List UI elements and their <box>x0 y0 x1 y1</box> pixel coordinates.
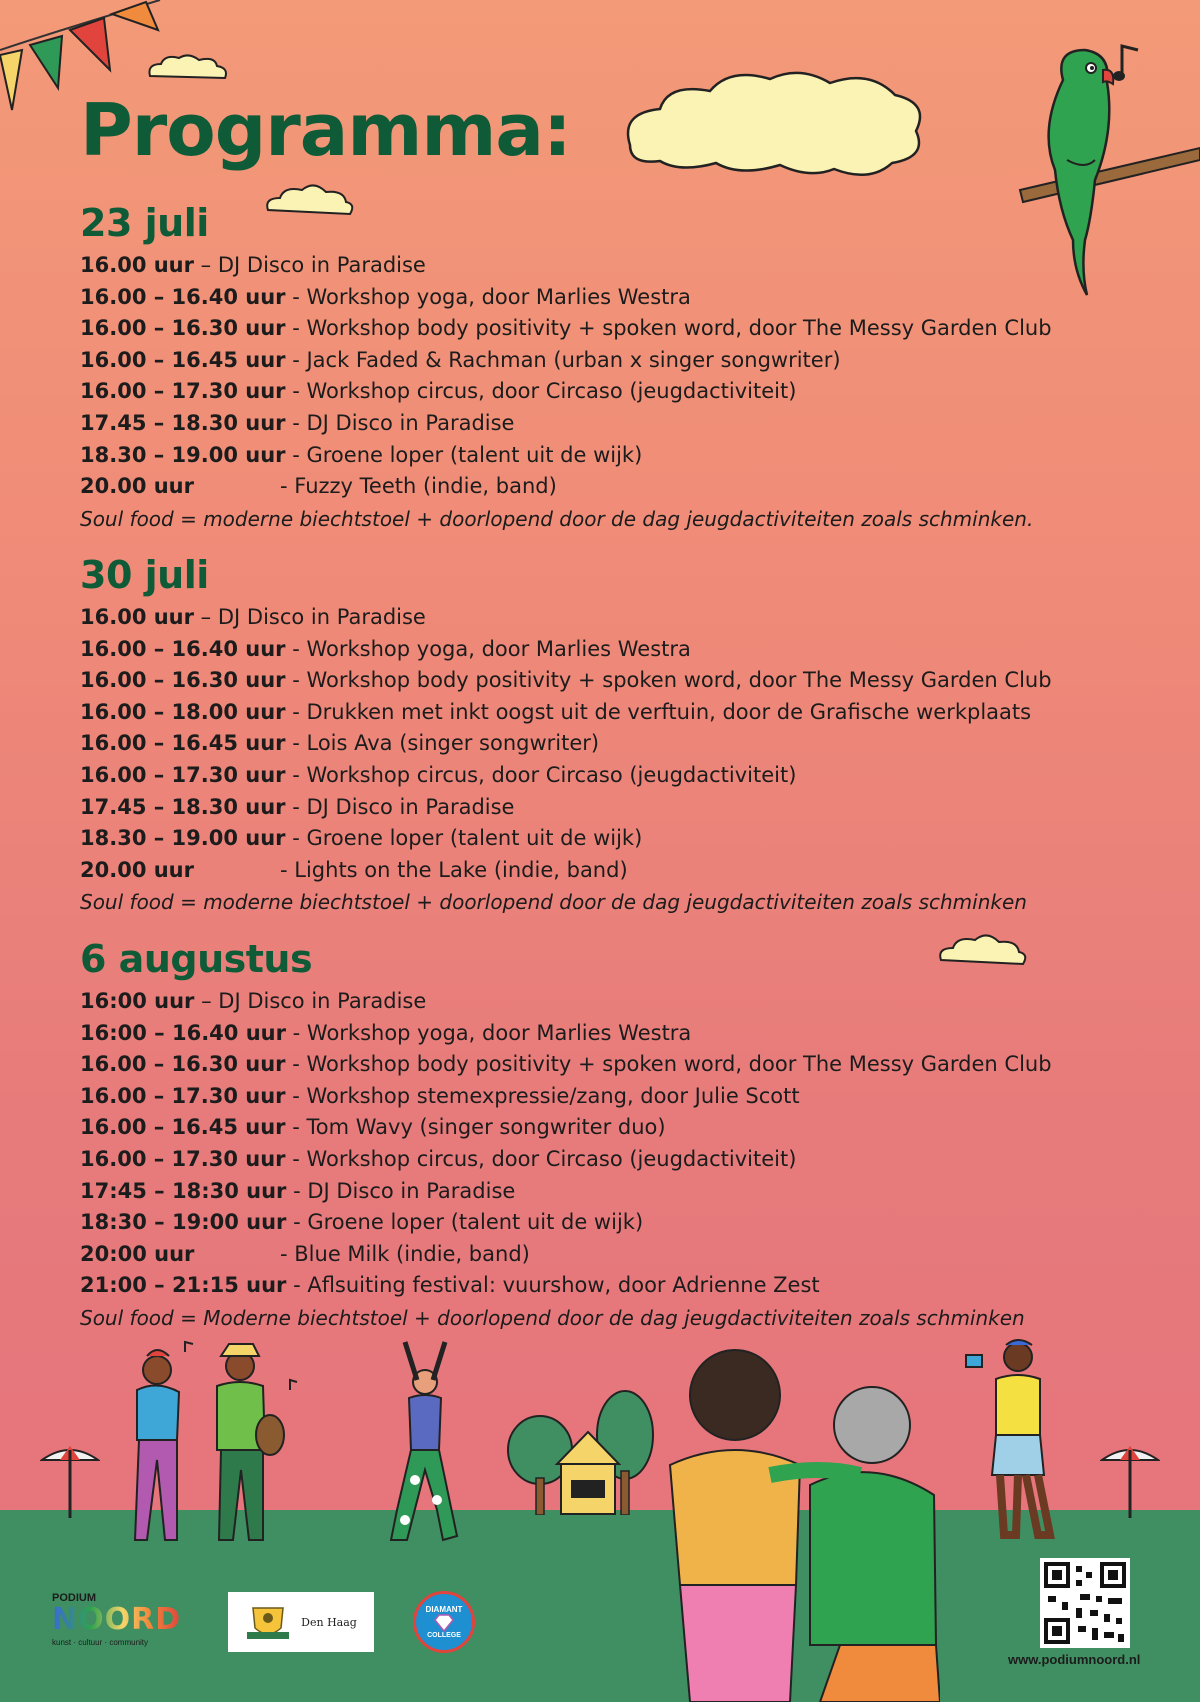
soul-food-note: Soul food = moderne biechtstoel + doorlopend door de dag jeugdactiviteiten zoals schminken <box>80 890 1027 915</box>
schedule-separator: - <box>286 1273 308 1298</box>
website-url[interactable]: www.podiumnoord.nl <box>1008 1652 1141 1667</box>
schedule-row <box>80 1270 1140 1302</box>
day-section <box>80 936 1140 1334</box>
soul-food-note: Soul food = Moderne biechtstoel + doorlopend door de dag jeugdactiviteiten zoals schminken <box>80 1305 1025 1330</box>
schedule-separator: - <box>286 1210 308 1235</box>
schedule-separator: - <box>285 410 307 435</box>
qr-code-icon[interactable] <box>1040 1558 1130 1648</box>
schedule-activity: Workshop yoga, door Marlies Westra <box>306 636 691 661</box>
schedule-time: 16.00 uur <box>80 253 194 277</box>
schedule-time: 16:00 – 16.40 uur <box>80 1020 286 1045</box>
schedule-separator: - <box>285 1020 307 1045</box>
day-heading: 6 augustus <box>80 937 313 981</box>
schedule-time: 16.00 – 16.40 uur <box>80 636 286 661</box>
schedule-separator: - <box>285 316 307 341</box>
schedule-activity: Workshop body positivity + spoken word, door The Messy Garden Club <box>306 316 1052 341</box>
schedule-activity: Fuzzy Teeth (indie, band) <box>294 474 557 499</box>
schedule-time: 16.00 – 17.30 uur <box>80 379 286 404</box>
schedule-row <box>80 1049 1140 1081</box>
schedule-activity: Lights on the Lake (indie, band) <box>294 857 628 882</box>
schedule-separator: – <box>194 253 218 277</box>
schedule-activity: Groene loper (talent uit de wijk) <box>306 826 643 851</box>
tent-icon <box>553 1430 623 1515</box>
schedule-time: 20:00 uur <box>80 1241 195 1266</box>
schedule-separator: - <box>285 636 307 661</box>
schedule-row <box>80 855 1140 887</box>
schedule-time: 16.00 – 16.30 uur <box>80 316 286 341</box>
schedule-separator: - <box>285 1146 307 1171</box>
schedule-row <box>80 634 1140 666</box>
soul-food-note: Soul food = moderne biechtstoel + doorlopend door de dag jeugdactiviteiten zoals schminken. <box>80 506 1034 531</box>
schedule-activity: Workshop body positivity + spoken word, door The Messy Garden Club <box>306 668 1052 693</box>
schedule-time: 18.30 – 19.00 uur <box>80 826 286 851</box>
schedule-time: 18.30 – 19.00 uur <box>80 442 286 467</box>
diamant-college-logo <box>413 1591 475 1653</box>
schedule-time: 21:00 – 21:15 uur <box>80 1273 287 1298</box>
photographer-icon <box>960 1335 1070 1545</box>
schedule-time: 16.00 – 17.30 uur <box>80 1146 286 1171</box>
schedule-activity: Groene loper (talent uit de wijk) <box>306 442 643 467</box>
schedule-activity: DJ Disco in Paradise <box>218 989 427 1013</box>
den-haag-logo <box>228 1592 374 1652</box>
schedule-activity: Jack Faded & Rachman (urban x singer songwriter) <box>306 347 841 372</box>
schedule-activity: DJ Disco in Paradise <box>306 410 515 435</box>
schedule-row <box>80 1207 1140 1239</box>
schedule-row <box>80 408 1140 440</box>
day-section <box>80 552 1140 918</box>
schedule-row <box>80 986 1140 1018</box>
day-heading: 30 juli <box>80 553 209 597</box>
schedule-separator: - <box>285 379 307 404</box>
cloud-icon <box>145 52 230 84</box>
schedule-separator: - <box>285 1052 307 1077</box>
schedule-activity: DJ Disco in Paradise <box>307 1178 516 1203</box>
schedule-separator: - <box>285 668 307 693</box>
schedule-row <box>80 697 1140 729</box>
music-note-icon <box>1112 40 1142 84</box>
diamant-bottom: COLLEGE <box>427 1632 461 1639</box>
schedule-time: 16:00 uur <box>80 989 195 1013</box>
schedule-separator: - <box>285 1083 307 1108</box>
schedule-separator: – <box>194 989 219 1013</box>
diamant-top: DIAMANT <box>425 1605 463 1614</box>
schedule-row <box>80 345 1140 377</box>
schedule-row <box>80 282 1140 314</box>
schedule-separator: - <box>285 762 307 787</box>
schedule-activity: DJ Disco in Paradise <box>306 794 515 819</box>
schedule-activity: Workshop yoga, door Marlies Westra <box>306 1020 692 1045</box>
schedule-time: 20.00 uur <box>80 857 194 882</box>
schedule-activity: Tom Wavy (singer songwriter duo) <box>306 1115 666 1140</box>
schedule-row <box>80 1081 1140 1113</box>
umbrella-icon <box>1100 1440 1160 1520</box>
schedule-activity: Workshop circus, door Circaso (jeugdactiviteit) <box>306 1146 797 1171</box>
schedule-row <box>80 1144 1140 1176</box>
schedule-activity: Blue Milk (indie, band) <box>294 1241 530 1266</box>
schedule-separator: - <box>285 794 307 819</box>
schedule-separator: - <box>285 1115 307 1140</box>
schedule-activity: Workshop circus, door Circaso (jeugdactiviteit) <box>306 762 797 787</box>
schedule-time: 18:30 – 19:00 uur <box>80 1210 287 1235</box>
schedule-activity: DJ Disco in Paradise <box>217 253 426 277</box>
schedule-row <box>80 1018 1140 1050</box>
schedule-activity: Lois Ava (singer songwriter) <box>306 731 600 756</box>
schedule-separator: - <box>285 442 307 467</box>
dancer-icon <box>385 1340 465 1550</box>
schedule-time: 16.00 – 16.30 uur <box>80 1052 286 1077</box>
couple-icon <box>650 1345 940 1702</box>
schedule-activity: Workshop circus, door Circaso (jeugdactiviteit) <box>306 379 797 404</box>
schedule-separator: - <box>280 474 295 499</box>
schedule-row <box>80 250 1140 282</box>
schedule-time: 17.45 – 18.30 uur <box>80 794 286 819</box>
schedule-row <box>80 313 1140 345</box>
schedule-time: 20.00 uur <box>80 474 194 499</box>
schedule-row <box>80 792 1140 824</box>
day-heading: 23 juli <box>80 201 209 245</box>
schedule-row <box>80 471 1140 503</box>
musicians-icon <box>125 1340 305 1555</box>
schedule-time: 16.00 – 16.45 uur <box>80 731 286 756</box>
schedule-row <box>80 1112 1140 1144</box>
den-haag-crest-icon <box>245 1602 291 1642</box>
schedule-separator: - <box>285 826 307 851</box>
den-haag-label: Den Haag <box>301 1615 357 1629</box>
page-title: Programma: <box>80 88 571 172</box>
schedule-separator: - <box>285 699 307 724</box>
schedule-separator: – <box>194 605 218 629</box>
cloud-icon <box>620 65 930 185</box>
schedule-row <box>80 665 1140 697</box>
schedule-row <box>80 602 1140 634</box>
schedule-time: 16.00 – 16.40 uur <box>80 284 286 309</box>
schedule-row <box>80 376 1140 408</box>
schedule-time: 17.45 – 18.30 uur <box>80 410 286 435</box>
schedule-row <box>80 1176 1140 1208</box>
schedule-time: 16.00 – 16.30 uur <box>80 668 286 693</box>
schedule-time: 16.00 uur <box>80 605 194 629</box>
schedule-activity: Workshop yoga, door Marlies Westra <box>306 284 691 309</box>
schedule-activity: Aflsuiting festival: vuurshow, door Adrienne Zest <box>307 1273 820 1298</box>
schedule-row <box>80 1239 1140 1271</box>
schedule-row <box>80 440 1140 472</box>
diamond-icon <box>433 1614 455 1632</box>
schedule-separator: - <box>280 1241 295 1266</box>
schedule-activity: Groene loper (talent uit de wijk) <box>307 1210 644 1235</box>
schedule-separator: - <box>286 1178 308 1203</box>
podium-logo-tagline: kunst · cultuur · community <box>52 1638 149 1647</box>
podium-noord-logo <box>52 1592 181 1647</box>
schedule-row <box>80 728 1140 760</box>
schedule-row <box>80 760 1140 792</box>
umbrella-icon <box>40 1440 100 1520</box>
day-section <box>80 200 1140 535</box>
schedule-activity: Workshop body positivity + spoken word, door The Messy Garden Club <box>306 1052 1052 1077</box>
schedule-time: 16.00 – 17.30 uur <box>80 762 286 787</box>
schedule-time: 16.00 – 18.00 uur <box>80 699 286 724</box>
schedule-time: 16.00 – 17.30 uur <box>80 1083 286 1108</box>
schedule-activity: DJ Disco in Paradise <box>217 605 426 629</box>
podium-logo-word: NOORD <box>52 1602 182 1637</box>
schedule-time: 17:45 – 18:30 uur <box>80 1178 287 1203</box>
schedule-separator: - <box>285 284 307 309</box>
schedule-separator: - <box>285 347 307 372</box>
schedule-separator: - <box>280 857 295 882</box>
schedule-time: 16.00 – 16.45 uur <box>80 1115 286 1140</box>
schedule-time: 16.00 – 16.45 uur <box>80 347 286 372</box>
podium-logo-top: PODIUM <box>52 1592 96 1604</box>
schedule-separator: - <box>285 731 307 756</box>
schedule-activity: Drukken met inkt oogst uit de verftuin, door de Grafische werkplaats <box>306 699 1032 724</box>
schedule-row <box>80 823 1140 855</box>
schedule-activity: Workshop stemexpressie/zang, door Julie Scott <box>306 1083 800 1108</box>
